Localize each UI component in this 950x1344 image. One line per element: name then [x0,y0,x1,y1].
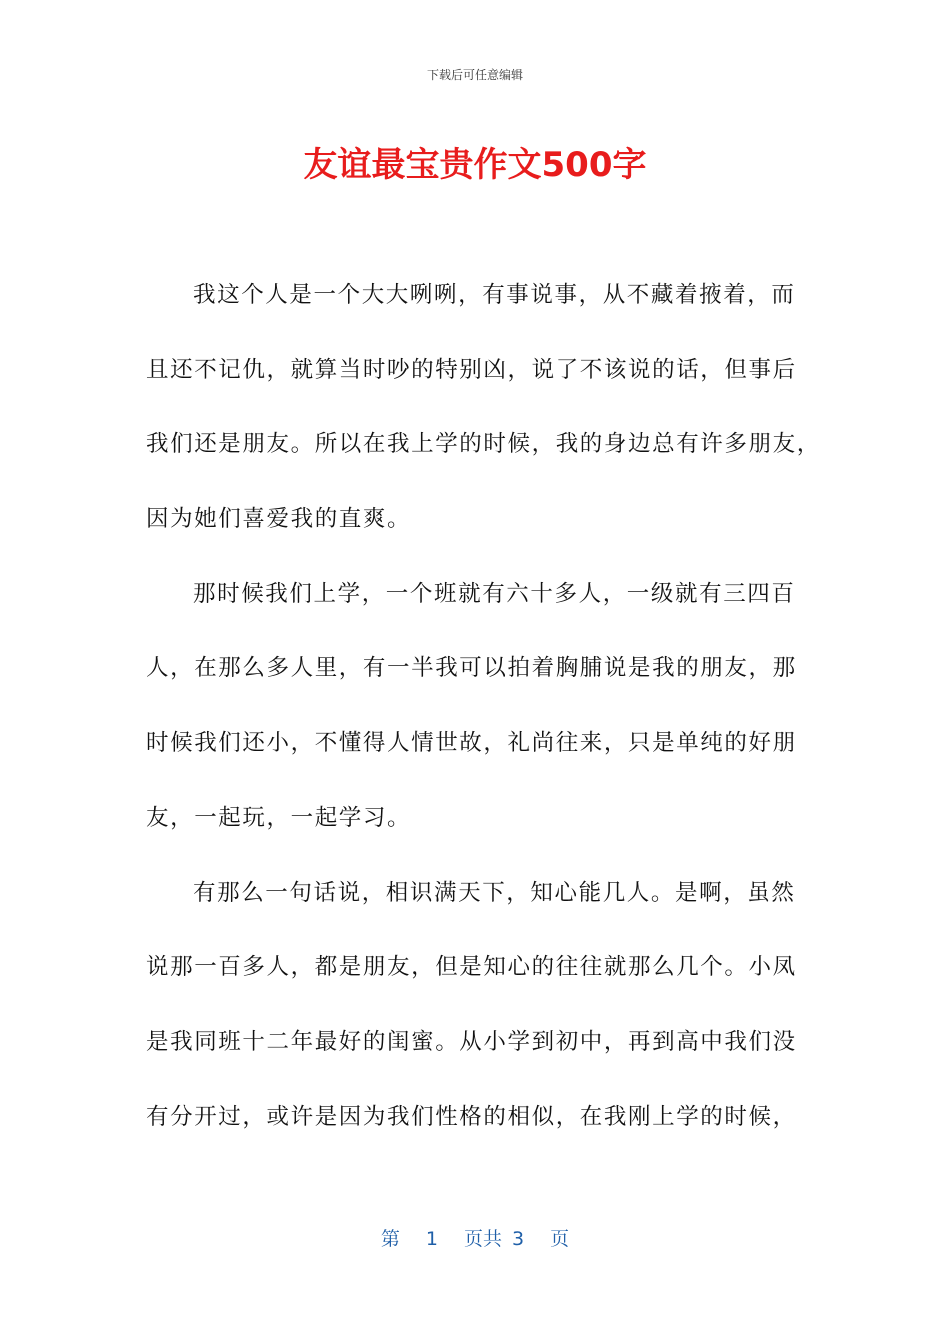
text-line: 人，在那么多人里，有一半我可以拍着胸脯说是我的朋友，那 [146,655,797,682]
footer-suffix: 页 [550,1228,570,1250]
footer-prefix: 第 [380,1228,400,1250]
footer-current-page: 1 [425,1228,438,1250]
text-line: 因为她们喜爱我的直爽。 [146,506,412,533]
text-line: 且还不记仇，就算当时吵的特别凶，说了不该说的话，但事后 [146,356,797,383]
text-line: 友，一起玩，一起学习。 [146,804,412,831]
text-line: 时候我们还小，不懂得人情世故，礼尚往来，只是单纯的好朋 [146,730,797,757]
header-note: 下载后可任意编辑 [426,68,523,82]
text-line: 有分开过，或许是因为我们性格的相似，在我刚上学的时候， [146,1103,797,1130]
footer-middle: 页共 [463,1228,502,1250]
document-title: 友谊最宝贵作文500字 [303,145,647,185]
footer-total-pages: 3 [512,1228,525,1250]
page-footer [0,1224,950,1254]
text-line: 有那么一句话说，相识满天下，知心能几人。是啊，虽然 [193,879,796,906]
text-line: 说那一百多人，都是朋友，但是知心的往往就那么几个。小凤 [146,954,797,981]
document-body [146,258,821,1154]
text-line: 是我同班十二年最好的闺蜜。从小学到初中，再到高中我们没 [146,1028,797,1055]
text-line: 我们还是朋友。所以在我上学的时候，我的身边总有许多朋友， [146,431,821,458]
text-line: 我这个人是一个大大咧咧，有事说事，从不藏着掖着，而 [193,282,796,308]
text-line: 那时候我们上学，一个班就有六十多人，一级就有三四百 [193,580,796,607]
